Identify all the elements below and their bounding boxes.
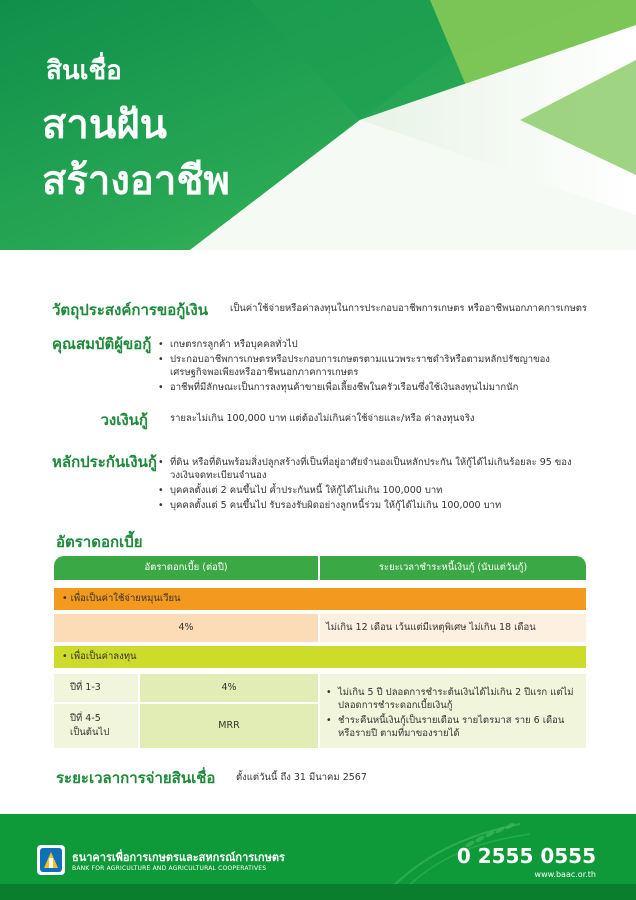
website: www.baac.or.th — [534, 870, 596, 879]
title-line-3: สร้างอาชีพ — [42, 158, 230, 204]
title-line-2: สานฝัน — [42, 102, 167, 148]
investment-row1-year: ปีที่ 1-3 — [54, 674, 138, 702]
investment-period-item: • ชำระคืนหนี้เงินกู้เป็นรายเดือน รายไตรมาส ราย 6 เดือน หรือรายปี ตามที่มาของรายได้ — [324, 714, 578, 740]
qualification-list — [156, 338, 566, 396]
working-capital-band: • เพื่อเป็นค่าใช้จ่ายหมุนเวียน — [54, 588, 586, 610]
investment-row2-rate: MRR — [140, 704, 318, 748]
collateral-item: • บุคคลตั้งแต่ 2 คนขึ้นไป ค้ำประกันหนี้ ให้กู้ได้ไม่เกิน 100,000 บาท — [156, 484, 586, 497]
title-line-1: สินเชื่อ — [46, 56, 122, 86]
footer-bottom-strip — [0, 884, 636, 900]
investment-period-item: • ไม่เกิน 5 ปี ปลอดการชำระต้นเงินได้ไม่เกิน 2 ปีแรก แต่ไม่ปลอดการชำระดอกเบี้ยเงินกู้ — [324, 686, 578, 712]
disbursement-text: ตั้งแต่วันนี้ ถึง 31 มีนาคม 2567 — [236, 772, 367, 783]
collateral-item: • บุคคลตั้งแต่ 5 คนขึ้นไป รับรองรับผิดอย่างลูกหนี้ร่วม ให้กู้ได้ไม่เกิน 100,000 บาท — [156, 499, 586, 512]
header-banner — [0, 0, 636, 250]
objective-text: เป็นค่าใช้จ่ายหรือค่าลงทุนในการประกอบอาชีพการเกษตร หรืออาชีพนอกภาคการเกษตร — [230, 303, 587, 314]
investment-row2-year — [54, 704, 138, 748]
objective-label: วัตถุประสงค์การขอกู้เงิน — [52, 301, 209, 319]
bank-name-en: BANK FOR AGRICULTURE AND AGRICULTURAL COOPERATIVES — [72, 865, 267, 872]
investment-period-list — [324, 686, 578, 740]
qualification-item: • อาชีพที่มีลักษณะเป็นการลงทุนค้าขายเพื่อเลี้ยงชีพในครัวเรือนซึ่งใช้เงินลงทุนไม่มากนัก — [156, 381, 566, 394]
rates-col2-header: ระยะเวลาชำระหนี้เงินกู้ (นับแต่วันกู้) — [320, 556, 586, 580]
amount-text: รายละไม่เกิน 100,000 บาท แต่ต้องไม่เกินค่าใช้จ่ายและ/หรือ ค่าลงทุนจริง — [170, 413, 475, 424]
rates-title: อัตราดอกเบี้ย — [56, 533, 143, 551]
working-capital-period: ไม่เกิน 12 เดือน เว้นแต่มีเหตุพิเศษ ไม่เกิน 18 เดือน — [320, 614, 586, 642]
investment-row2-year-line1: ปีที่ 4-5 — [70, 713, 101, 724]
amount-label: วงเงินกู้ — [100, 411, 148, 429]
collateral-label: หลักประกันเงินกู้ — [52, 453, 157, 471]
investment-row2-year-line2: เป็นต้นไป — [70, 727, 110, 738]
qualification-item: • เกษตรกรลูกค้า หรือบุคคลทั่วไป — [156, 338, 566, 351]
qualification-item: • ประกอบอาชีพการเกษตรหรือประกอบการเกษตรตามแนวพระราชดำริหรือตามหลักปรัชญาของเศรษฐกิจพอเพียงหรืออาชีพนอกภาคการเกษตร — [156, 353, 566, 379]
investment-period — [320, 674, 586, 748]
disbursement-label: ระยะเวลาการจ่ายสินเชื่อ — [56, 769, 216, 787]
working-capital-rate: 4% — [54, 614, 318, 642]
investment-row1-rate: 4% — [140, 674, 318, 702]
phone-number: 0 2555 0555 — [456, 844, 596, 868]
rates-col1-header: อัตราดอกเบี้ย (ต่อปี) — [54, 556, 318, 580]
bank-name-th: ธนาคารเพื่อการเกษตรและสหกรณ์การเกษตร — [72, 851, 285, 864]
collateral-item: • ที่ดิน หรือที่ดินพร้อมสิ่งปลูกสร้างที่เป็นที่อยู่อาศัยจำนองเป็นหลักประกัน ให้กู้ได้ไม่เกินร้อยละ 95 ของวงเงินจดทะเบียนจำนอง — [156, 456, 586, 482]
collateral-list — [156, 456, 586, 514]
baac-logo-icon — [36, 844, 66, 876]
investment-band: • เพื่อเป็นค่าลงทุน — [54, 646, 586, 668]
qualification-label: คุณสมบัติผู้ขอกู้ — [52, 335, 152, 353]
